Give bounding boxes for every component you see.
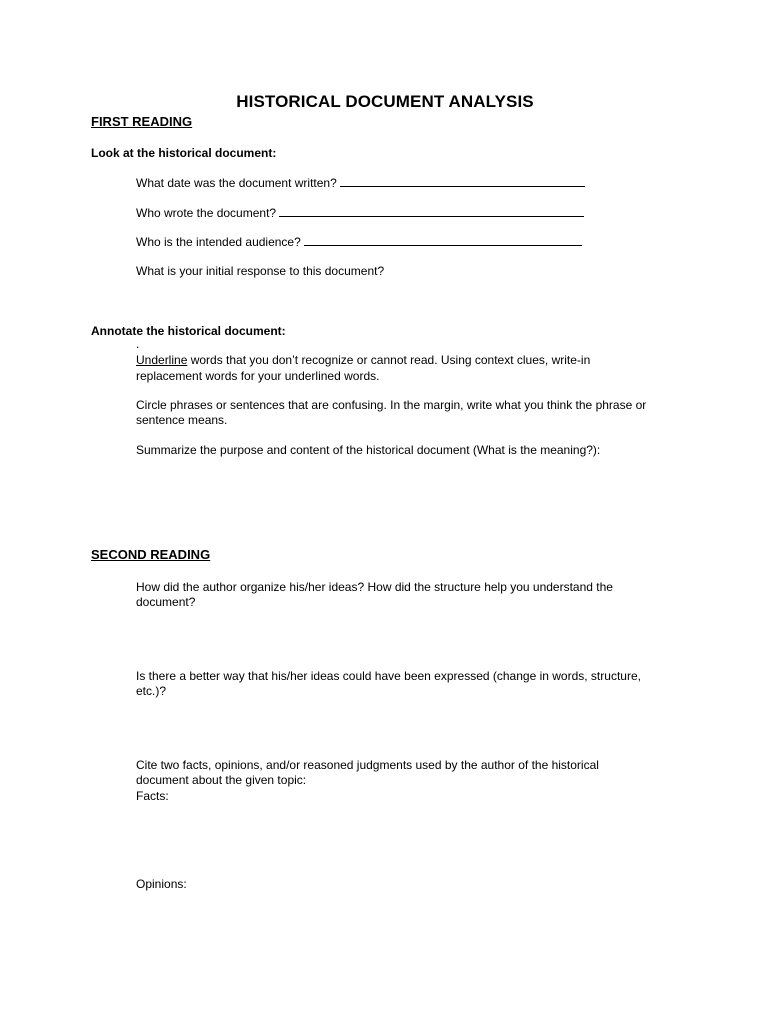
- question-date-label: What date was the document written?: [136, 176, 337, 190]
- organize-question-cont: document?: [136, 595, 196, 609]
- question-date: [136, 175, 585, 191]
- better-question-cont: etc.)?: [136, 684, 167, 698]
- better-question: Is there a better way that his/her ideas could have been expressed (change in words, structure,: [136, 669, 641, 683]
- underline-word: Underline: [136, 353, 188, 367]
- page-title: HISTORICAL DOCUMENT ANALYSIS: [236, 92, 534, 111]
- circle-instruction-cont: sentence means.: [136, 413, 228, 427]
- question-author: [136, 205, 584, 221]
- audience-answer-line[interactable]: [304, 234, 582, 246]
- second-reading-heading: SECOND READING: [91, 547, 211, 562]
- date-answer-line[interactable]: [340, 175, 585, 187]
- organize-question: How did the author organize his/her ideas? How did the structure help you understand the: [136, 580, 613, 594]
- question-audience-label: Who is the intended audience?: [136, 235, 301, 249]
- facts-label: Facts:: [136, 789, 169, 803]
- annotate-dot: .: [136, 337, 140, 351]
- underline-instruction-cont: replacement words for your underlined words.: [136, 369, 380, 383]
- first-reading-heading: FIRST READING: [91, 114, 193, 129]
- annotate-heading: Annotate the historical document:: [91, 324, 286, 338]
- look-heading: Look at the historical document:: [91, 146, 277, 160]
- author-answer-line[interactable]: [279, 205, 584, 217]
- summarize-prompt: Summarize the purpose and content of the historical document (What is the meaning?):: [136, 443, 601, 457]
- question-audience: [136, 234, 582, 250]
- question-response: What is your initial response to this document?: [136, 264, 385, 278]
- underline-instruction: [136, 353, 590, 368]
- opinions-label: Opinions:: [136, 877, 187, 891]
- cite-question: Cite two facts, opinions, and/or reasoned judgments used by the author of the historical: [136, 758, 599, 772]
- question-author-label: Who wrote the document?: [136, 206, 277, 220]
- circle-instruction: Circle phrases or sentences that are confusing. In the margin, write what you think the phrase or: [136, 398, 647, 412]
- cite-question-cont: document about the given topic:: [136, 773, 307, 787]
- underline-rest: words that you don’t recognize or cannot read. Using context clues, write-in: [187, 353, 591, 367]
